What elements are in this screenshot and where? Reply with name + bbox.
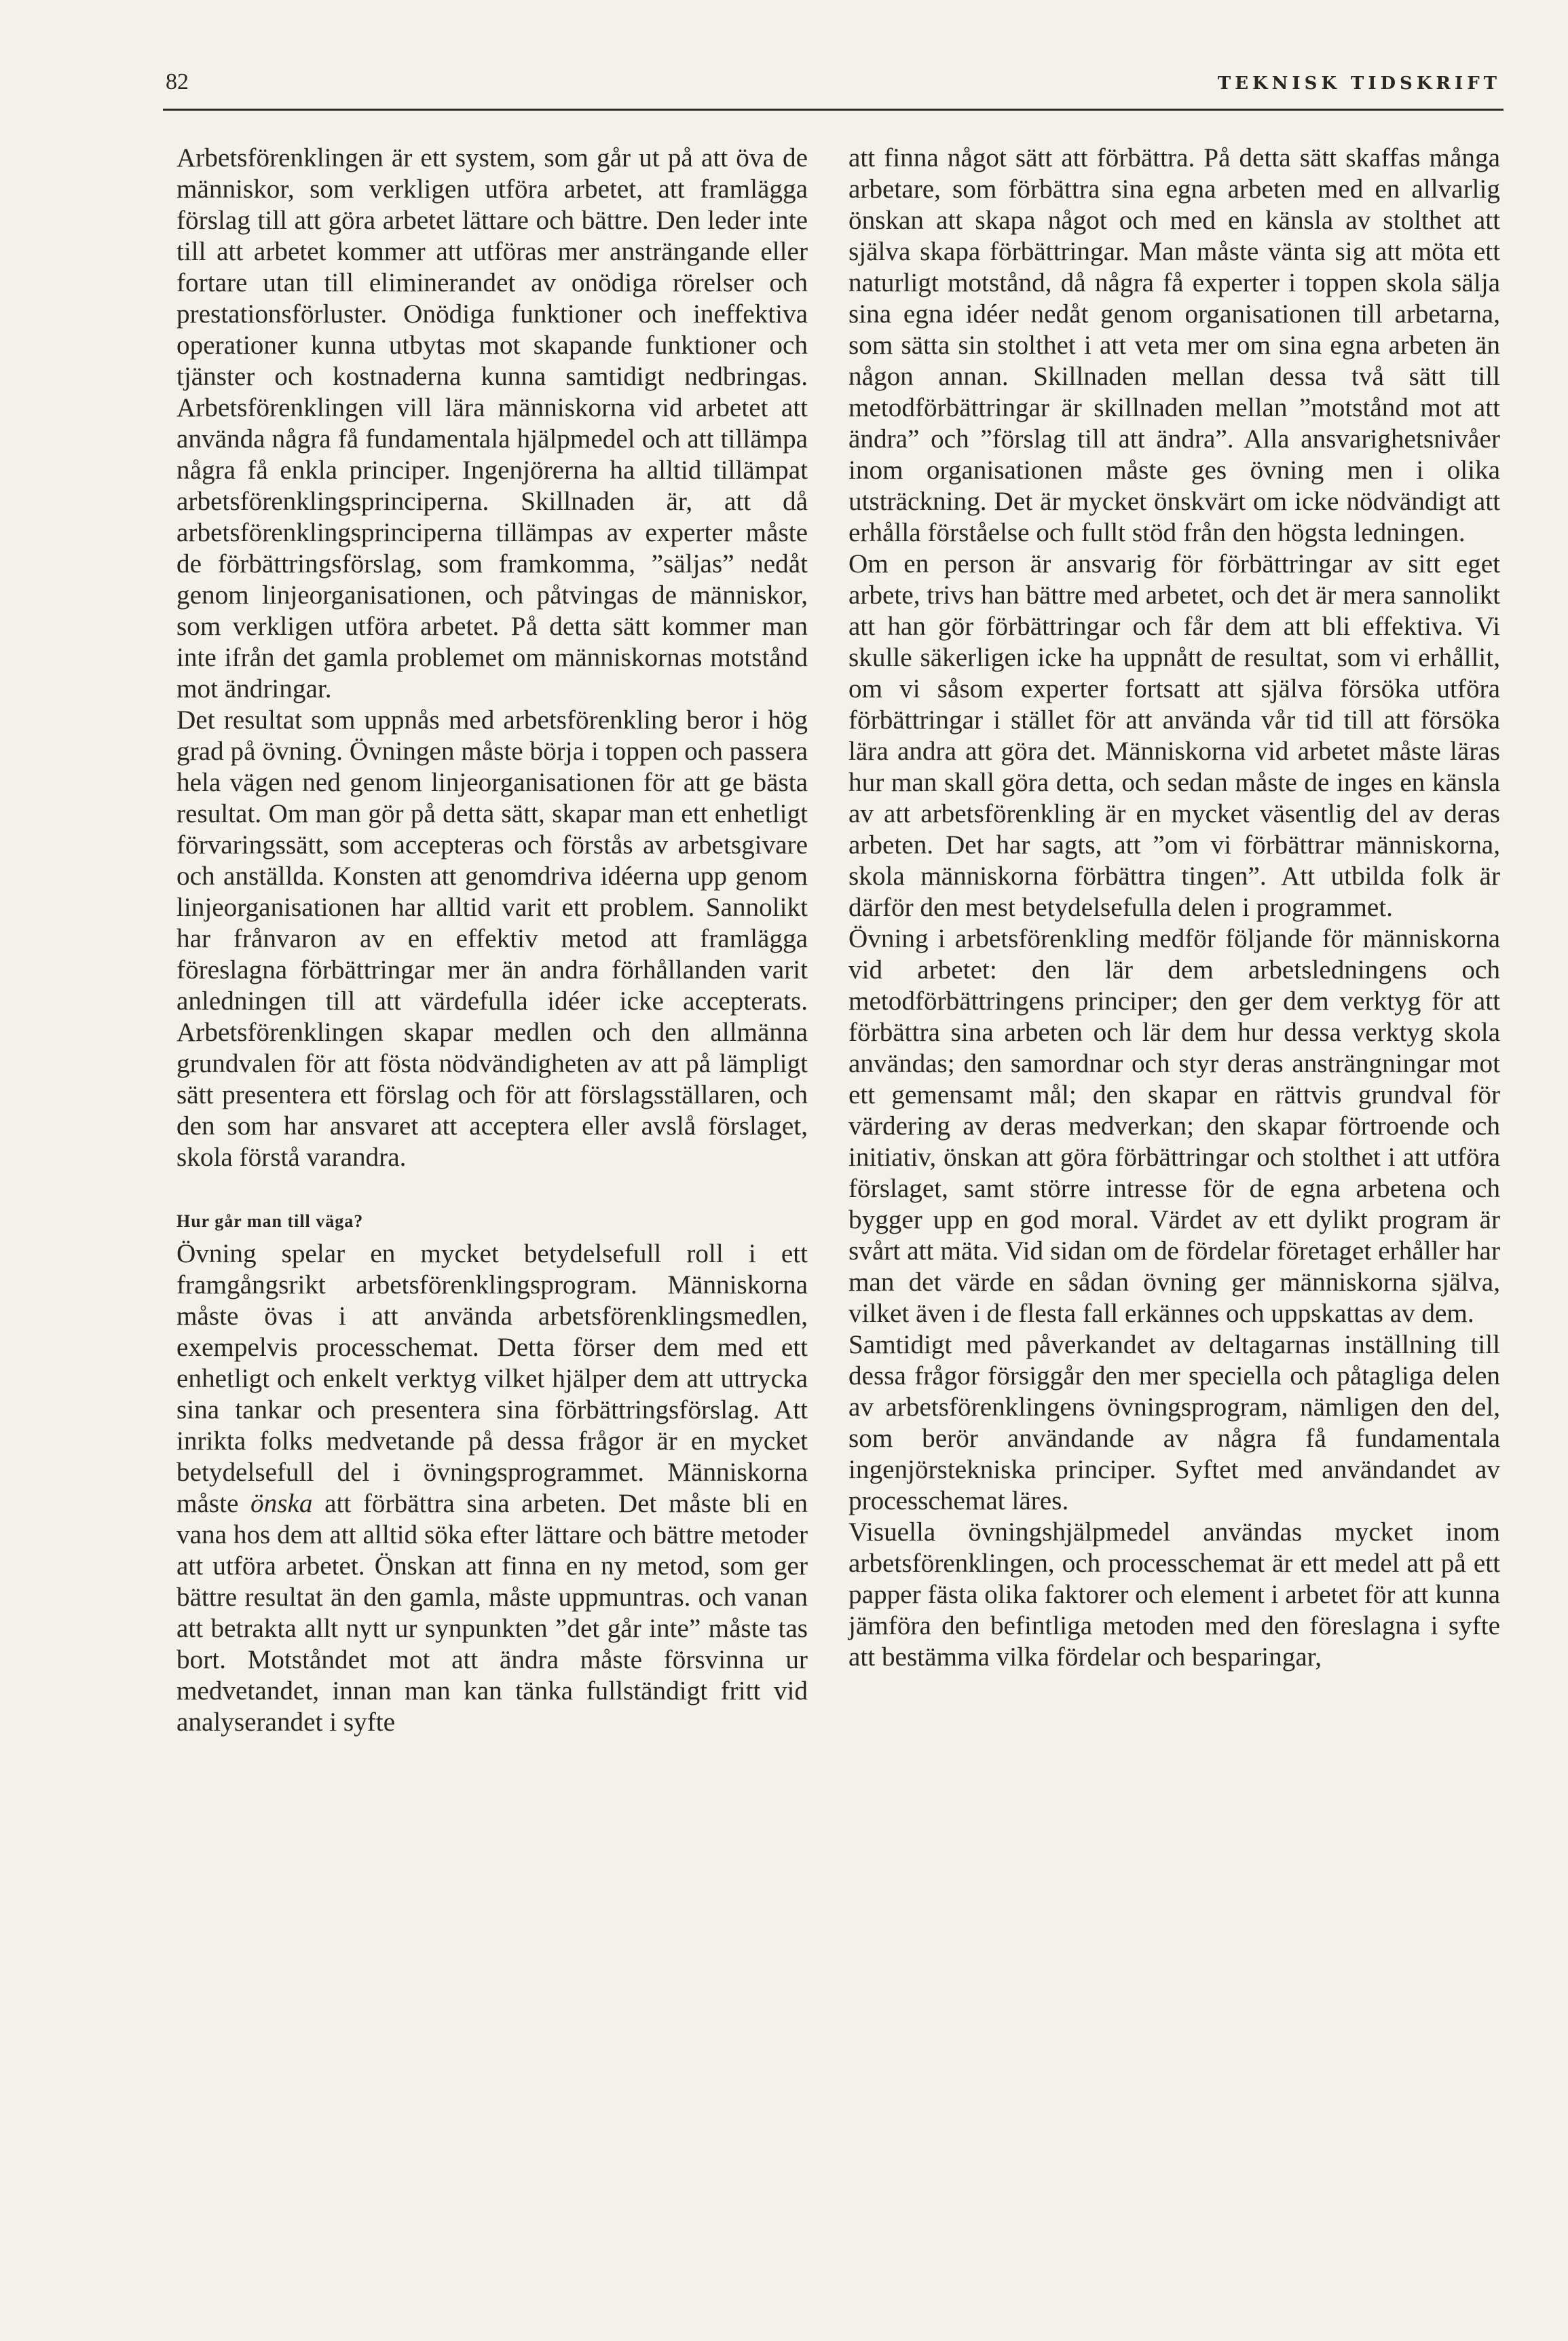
paragraph: Samtidigt med påverkandet av deltagarnas inställning till dessa frågor försiggår den mer speciella och påtagliga delen av arbetsförenklingens övningsprogram, nämligen den del, som berör användande av några få fundamentala ingenjörstekniska principer. Syftet med användandet av processchemat läres.: [848, 1330, 1500, 1515]
left-column: [176, 143, 808, 1738]
section-heading: Hur går man till väga?: [176, 1211, 364, 1231]
paragraph: Visuella övningshjälpmedel användas mycket inom arbetsförenklingen, och processchemat är ett medel att på ett papper fästa olika faktorer och element i arbetet för att kunna jämföra den befintliga metoden med den föreslagna i syfte att bestämma vilka fördelar och besparingar,: [848, 1517, 1500, 1672]
paragraph-text: Övning spelar en mycket betydelsefull roll i ett framgångsrikt arbetsförenklingsprogram. Människorna måste övas i att använda arbetsförenklingsmedlen, exempelvis processchemat. Detta förser dem med ett enhetligt och enkelt verktyg vilket hjälper dem att uttrycka sina tankar och presentera sina förbättringsförslag. Att inrikta folks medvetande på dessa frågor är en mycket betydelsefull del i övningsprogrammet. Människorna måste: [176, 1239, 808, 1518]
emphasized-word: önska: [250, 1489, 313, 1518]
paragraph: Övning i arbetsförenkling medför följande för människorna vid arbetet: den lär dem arbetsledningens och metodförbättringens principer; den ger dem verktyg för att förbättra sina arbeten och lär dem hur dessa verktyg skola användas; den samordnar och styr deras ansträngningar mot ett gemensamt mål; den skapar en rättvis grundval för värdering av deras medverkan; den skapar förtroende och initiativ, önskan att göra förbättringar och stolthet i att utföra förslaget, samt större intresse för de egna arbetena och bygger upp en god moral. Värdet av ett dylikt program är svårt att mäta. Vid sidan om de fördelar företaget erhåller har man det värde en sådan övning ger människorna själva, vilket även i de flesta fall erkännes och uppskattas av dem.: [848, 924, 1500, 1328]
page-header: [163, 68, 1504, 111]
paragraph-text: att förbättra sina arbeten. Det måste bli en vana hos dem att alltid söka efter lättare och bättre metoder att utföra arbetet. Önskan att finna en ny metod, som ger bättre resultat än den gamla, måste uppmuntras. och vanan att betrakta allt nytt ur synpunkten ”det går inte” måste tas bort. Motståndet mot att ändra måste försvinna ur medvetandet, innan man kan tänka fullständigt fritt vid analyserandet i syfte: [176, 1489, 808, 1737]
paragraph: Arbetsförenklingen är ett system, som går ut på att öva de människor, som verkligen utföra arbetet, att framlägga förslag till att göra arbetet lättare och bättre. Den leder inte till att arbetet kommer att utföras mer ansträngande eller fortare utan till eliminerandet av onödiga rörelser och prestationsförluster. Onödiga funktioner och ineffektiva operationer kunna utbytas mot skapande funktioner och tjänster och kostnaderna kunna samtidigt nedbringas. Arbetsförenklingen vill lära människorna vid arbetet att använda några få fundamentala hjälpmedel och att tillämpa några få enkla principer. Ingenjörerna ha alltid tillämpat arbetsförenklingsprinciperna. Skillnaden är, att då arbetsförenklingsprinciperna tillämpas av experter måste de förbättringsförslag, som framkomma, ”säljas” nedåt genom linjeorganisationen, och påtvingas de människor, som verkligen utföra arbetet. På detta sätt kommer man inte ifrån det gamla problemet om människornas motstånd mot ändringar.: [176, 143, 808, 703]
paragraph: att finna något sätt att förbättra. På detta sätt skaffas många arbetare, som förbättra sina egna arbeten med en allvarlig önskan att skapa något och med en känsla av stolthet att själva skapa förbättringar. Man måste vänta sig att möta ett naturligt motstånd, då några få experter i toppen skola sälja sina egna idéer nedåt genom organisationen till arbetarna, som sätta sin stolthet i att veta mer om sina egna arbeten än någon annan. Skillnaden mellan dessa två sätt till metodförbättringar är skillnaden mellan ”motstånd mot att ändra” och ”förslag till att ändra”. Alla ansvarighetsnivåer inom organisationen måste ges övning men i olika utsträckning. Det är mycket önskvärt om icke nödvändigt att erhålla förståelse och fullt stöd från den högsta ledningen.: [848, 143, 1500, 547]
right-column: [848, 143, 1500, 1673]
paragraph: Om en person är ansvarig för förbättringar av sitt eget arbete, trivs han bättre med arbetet, och det är mera sannolikt att han gör förbättringar och får dem att bli effektiva. Vi skulle säkerligen icke ha uppnått de resultat, som vi erhållit, om vi såsom experter fortsatt att själva försöka utföra förbättringar i stället för att använda vår tid till att försöka lära andra att göra det. Människorna vid arbetet måste läras hur man skall göra detta, och sedan måste de inges en känsla av att arbetsförenkling är en mycket väsentlig del av deras arbeten. Det har sagts, att ”om vi förbättrar människorna, skola människorna förbättra tingen”. Att utbilda folk är därför den mest betydelsefulla delen i programmet.: [848, 549, 1500, 922]
page-number: 82: [166, 69, 189, 94]
journal-title: TEKNISK TIDSKRIFT: [1217, 73, 1501, 94]
paragraph: Det resultat som uppnås med arbetsförenkling beror i hög grad på övning. Övningen måste börja i toppen och passera hela vägen ned genom linjeorganisationen för att ge bästa resultat. Om man gör på detta sätt, skapar man ett enhetligt förvaringssätt, som accepteras och förstås av arbetsgivare och anställda. Konsten att genomdriva idéerna upp genom linjeorganisationen har alltid varit ett problem. Sannolikt har frånvaron av en effektiv metod att framlägga föreslagna förbättringar mer än andra förhållanden varit anledningen till att värdefulla idéer icke accepterats. Arbetsförenklingen skapar medlen och den allmänna grundvalen för att fösta nödvändigheten av att på lämpligt sätt presentera ett förslag och för att förslagsställaren, och den som har ansvaret att acceptera eller avslå förslaget, skola förstå varandra.: [176, 705, 808, 1172]
paragraph: [176, 1238, 808, 1738]
